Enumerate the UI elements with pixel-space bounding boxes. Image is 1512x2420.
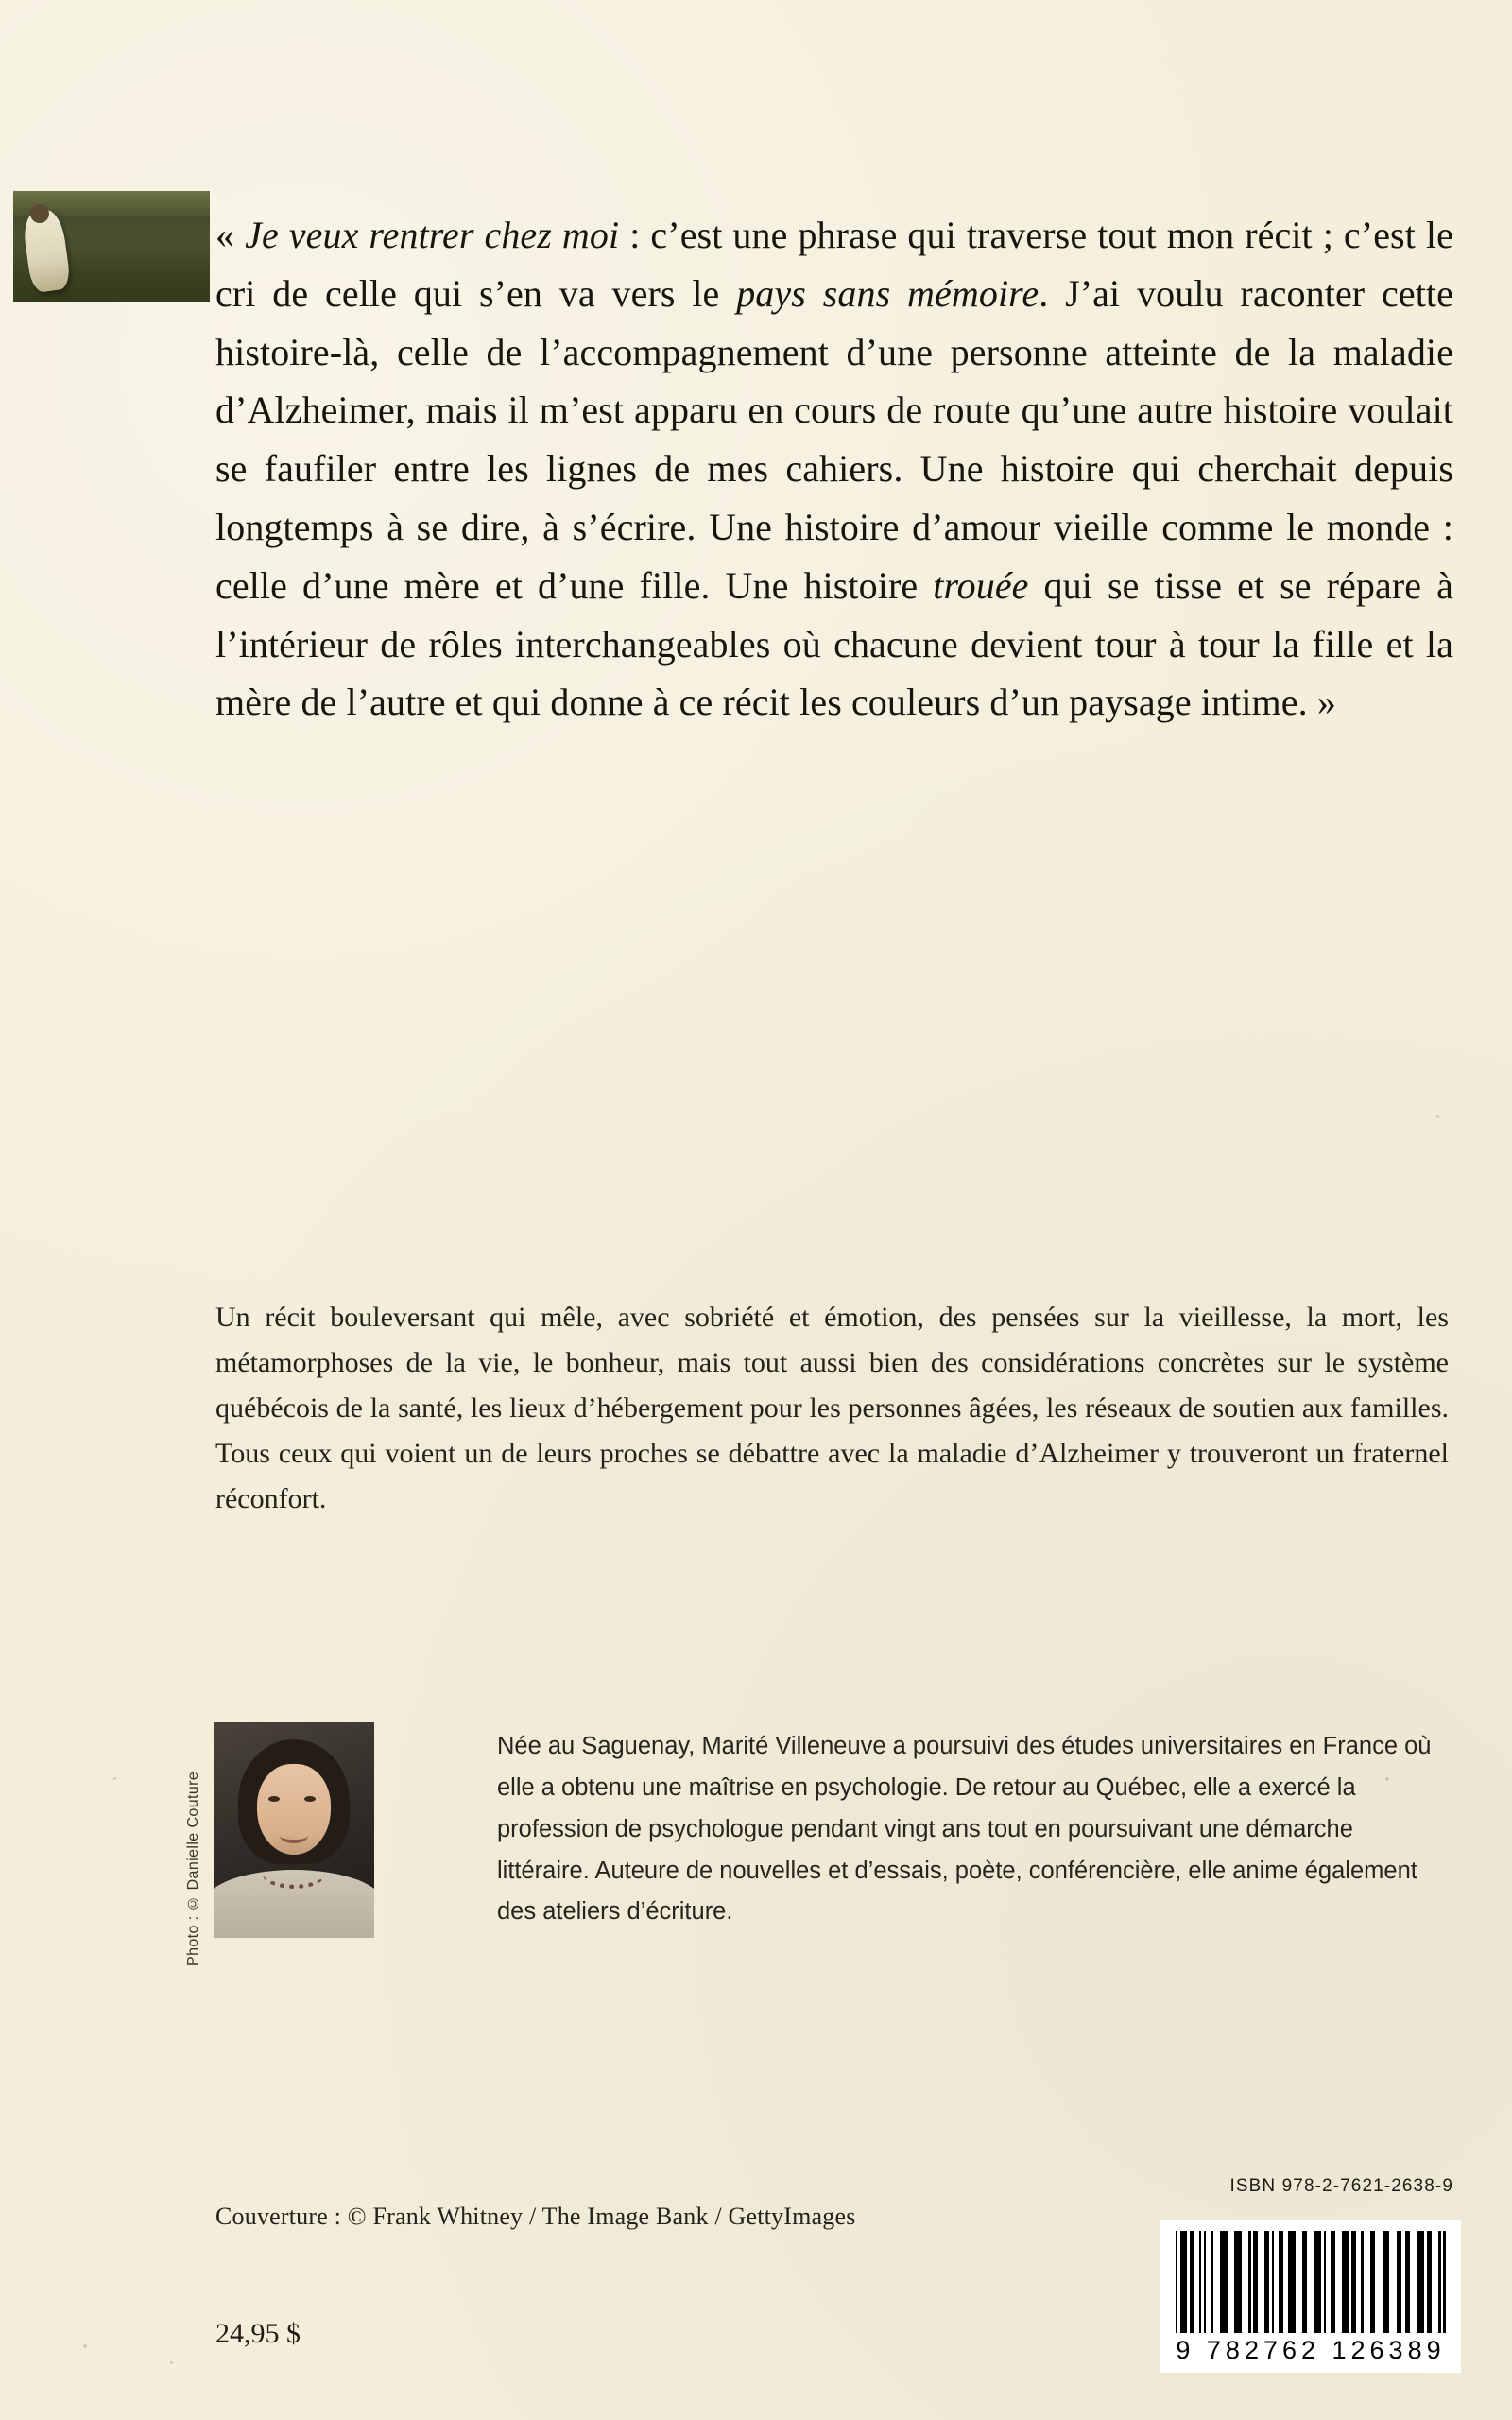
portrait-eye-right xyxy=(304,1796,316,1802)
paper-speck xyxy=(170,2361,173,2364)
quote-roman-1: : c’est une phrase qui traverse tout mon récit ; c’est le cri de celle qui s’en va vers le xyxy=(215,214,1453,315)
thumbnail-figure-head xyxy=(30,204,49,223)
cover-thumbnail-image xyxy=(13,191,210,302)
pull-quote-text xyxy=(215,206,1453,732)
pull-quote-block xyxy=(215,206,1453,732)
barcode-bars xyxy=(1176,2231,1446,2333)
quote-italic-phrase-1: Je veux rentrer chez moi xyxy=(245,214,620,256)
portrait-eye-left xyxy=(268,1796,280,1802)
quote-italic-phrase-3: trouée xyxy=(933,563,1029,607)
portrait-smile xyxy=(280,1828,308,1843)
paper-speck xyxy=(113,1777,116,1780)
paper-speck xyxy=(1436,1115,1439,1118)
quote-italic-phrase-2: pays sans mémoire xyxy=(736,271,1040,315)
barcode xyxy=(1160,2220,1461,2373)
isbn-label: ISBN 978-2-7621-2638-9 xyxy=(1229,2176,1453,2196)
cover-credit: Couverture : © Frank Whitney / The Image Bank / GettyImages xyxy=(215,2203,856,2230)
quote-roman-2: . J’ai voulu raconter cette histoire-là, celle de l’accompagnement d’une personne atteinte de la maladie d’Alzheimer, mais il m’est apparu en cours de route qu’une autre histoire voulait se faufiler entre les lignes de mes cahiers. Une histoire qui cherchait depuis longtemps à se dire, à s’écrire. Une histoire d’amour vieille comme le monde : celle d’une mère et d’une fille. Une histoire xyxy=(215,271,1453,607)
summary-block xyxy=(215,1295,1449,1522)
portrait-necklace xyxy=(263,1859,325,1889)
price-label: 24,95 $ xyxy=(215,2318,301,2349)
quote-roman-3: qui se tisse et se répare à l’intérieur de rôles interchangeables où chacune devient tour à tour la fille et la mère de l’autre et qui donne à ce récit les couleurs d’un paysage intime. » xyxy=(215,563,1453,724)
quote-open-mark: « xyxy=(215,214,246,256)
author-biography: Née au Saguenay, Marité Villeneuve a poursuivi des études universitaires en France où elle a obtenu une maîtrise en psychologie. De retour au Québec, elle a exercé la profession de psychologue pendant vingt ans tout en poursuivant une démarche littéraire. Auteure de nouvelles et d’essais, poète, conférencière, elle anime également des ateliers d’écriture. xyxy=(497,1733,1432,1926)
author-portrait xyxy=(214,1722,374,1938)
author-block xyxy=(185,1722,1452,1968)
barcode-digits: 9 782762 126389 xyxy=(1176,2336,1446,2364)
photo-credit-label: Photo : © Danielle Couture xyxy=(185,1771,201,1966)
paper-speck xyxy=(83,2344,87,2348)
summary-text: Un récit bouleversant qui mêle, avec sobriété et émotion, des pensées sur la vieillesse, la mort, les métamorphoses de la vie, le bonheur, mais tout aussi bien des considérations concrètes sur le système québécois de la santé, les lieux d’hébergement pour les personnes âgées, les réseaux de soutien aux familles. Tous ceux qui voient un de leurs proches se débattre avec la maladie d’Alzheimer y trouveront un fraternel réconfort. xyxy=(215,1302,1449,1514)
